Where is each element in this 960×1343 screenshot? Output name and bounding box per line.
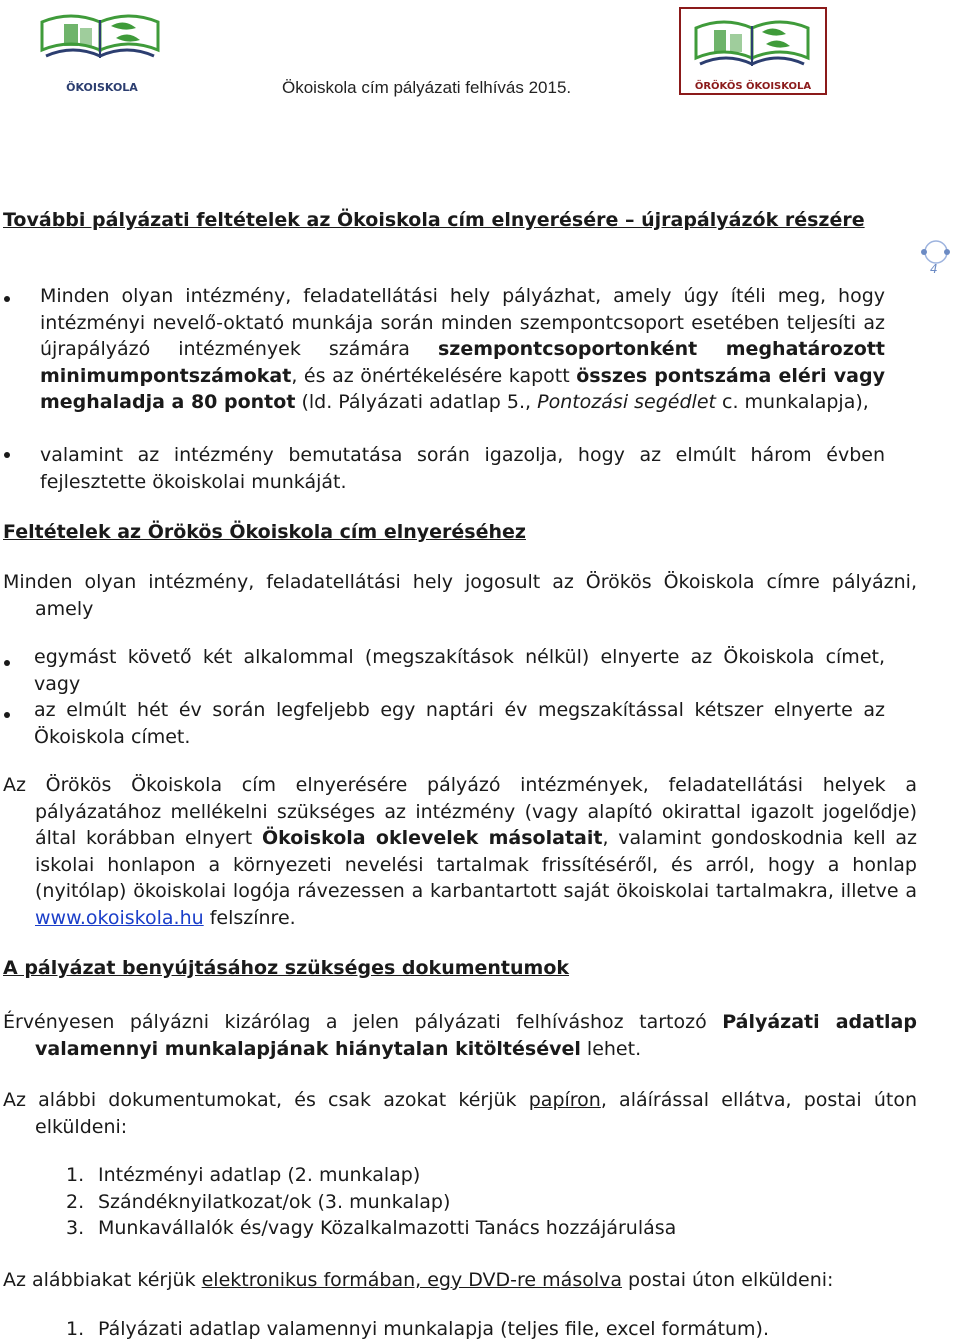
section-heading-reapplicants: További pályázati feltételek az Ökoiskola cím elnyerésére – újrapályázók részére [3, 209, 865, 231]
okoiskola-logo [16, 4, 188, 98]
okoiskola-logo-text: ÖKOISKOLA [66, 81, 138, 94]
numbered-list-item: 1. Intézményi adatlap (2. munkalap) [66, 1164, 421, 1186]
document-header-title: Ökoiskola cím pályázati felhívás 2015. [282, 78, 572, 97]
paragraph-paper-documents: Az alábbi dokumentumokat, és csak azokat kérjük papíron, aláírással ellátva, postai úton elküldeni: [3, 1089, 917, 1138]
numbered-list-item: 1. Pályázati adatlap valamennyi munkalapja (teljes file, excel formátum). [66, 1318, 769, 1340]
numbered-list-item: 3. Munkavállalók és/vagy Közalkalmazotti Tanács hozzájárulása [66, 1217, 677, 1239]
orokos-okoiskola-logo [678, 6, 828, 96]
paragraph-orokos-intro: Minden olyan intézmény, feladatellátási hely jogosult az Örökös Ökoiskola címre pályázni, amely [3, 571, 917, 620]
list-item: egymást követő két alkalommal (megszakítások nélkül) elnyerte az Ökoiskola címet, vagy [34, 646, 885, 695]
bullet-dot [4, 712, 10, 718]
bullet-dot [4, 296, 10, 302]
list-item: valamint az intézmény bemutatása során igazolja, hogy az elmúlt három évben fejlesztette ökoiskolai munkáját. [40, 444, 885, 493]
section-heading-orokos: Feltételek az Örökös Ökoiskola cím elnyeréséhez [3, 521, 526, 543]
list-item: az elmúlt hét év során legfeljebb egy naptári év megszakítással kétszer elnyerte az Ökoiskola címet. [34, 699, 885, 748]
list-item: Minden olyan intézmény, feladatellátási hely pályázhat, amely úgy ítéli meg, hogy intézményi nevelő-oktató munkája során minden szempontcsoport esetében teljesíti az újrapályázó intézmények számára szempontcsoportonként meghatározott minimumpontszámokat, és az önértékelésére kapott összes pontszáma eléri vagy meghaladja a 80 pontot (ld. Pályázati adatlap 5., Pontozási segédlet c. munkalapja), [40, 285, 885, 413]
okoiskola-website-link[interactable]: www.okoiskola.hu [35, 906, 204, 929]
bullet-dot [4, 660, 10, 666]
orokos-okoiskola-logo-text: ÖRÖKÖS ÖKOISKOLA [694, 81, 812, 92]
paragraph-electronic-documents: Az alábbiakat kérjük elektronikus formában, egy DVD-re másolva postai úton elküldeni: [3, 1269, 834, 1291]
page-number: 4 [930, 262, 938, 276]
paragraph-application-validity: Érvényesen pályázni kizárólag a jelen pályázati felhíváshoz tartozó Pályázati adatlap valamennyi munkalapjának hiánytalan kitöltésével lehet. [3, 1011, 917, 1060]
bullet-dot [4, 452, 10, 458]
paragraph-orokos-requirements: Az Örökös Ökoiskola cím elnyerésére pályázó intézmények, feladatellátási helyek a pályázatához mellékelni szükséges az intézmény (vagy alapító okirattal igazolt jogelődje) által korábban elnyert Ökoiskola oklevelek másolatait, valamint gondoskodnia kell az iskolai honlapon a környezeti nevelési tartalmak frissítéséről, és arról, hogy a honlap (nyitólap) ökoiskolai logója rávezessen a karbantartott saját ökoiskolai tartalmakra, illetve a www.okoiskola.hu felszínre. [3, 774, 918, 929]
section-heading-documents: A pályázat benyújtásához szükséges dokumentumok [3, 957, 570, 979]
numbered-list-item: 2. Szándéknyilatkozat/ok (3. munkalap) [66, 1191, 451, 1213]
